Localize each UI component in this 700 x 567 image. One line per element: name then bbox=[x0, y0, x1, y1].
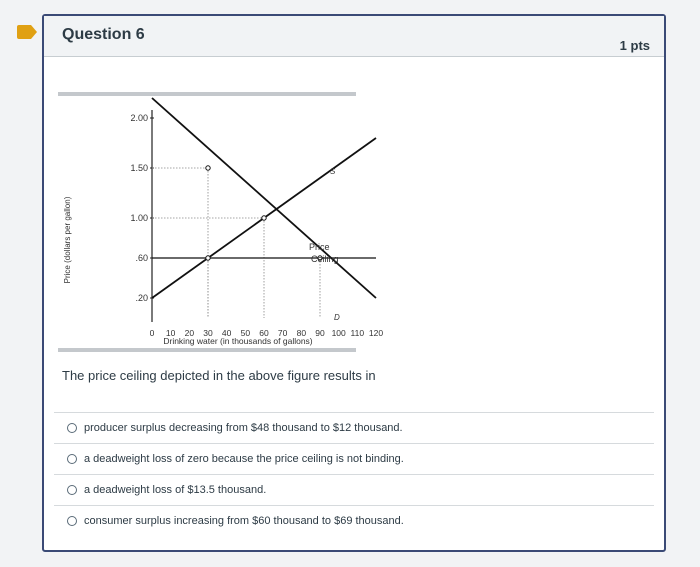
x-tick-label: 50 bbox=[240, 328, 251, 338]
x-axis-label: Drinking water (in thousands of gallons) bbox=[163, 336, 313, 346]
data-point bbox=[206, 256, 210, 260]
price-ceiling-label-2: Ceiling bbox=[311, 254, 339, 264]
x-tick-label: 90 bbox=[315, 328, 325, 338]
series-d bbox=[152, 98, 376, 298]
answer-option-3[interactable] bbox=[54, 474, 654, 505]
question-flag-marker bbox=[17, 25, 37, 39]
question-points: 1 pts bbox=[619, 38, 650, 53]
x-tick-label: 70 bbox=[277, 328, 288, 338]
x-tick-label: 0 bbox=[149, 328, 155, 338]
y-tick-label: 2.00 bbox=[130, 113, 148, 123]
radio-button[interactable] bbox=[67, 516, 77, 526]
question-prompt: The price ceiling depicted in the above figure results in bbox=[62, 368, 376, 383]
price-ceiling-label-1: Price bbox=[309, 242, 330, 252]
x-tick-label: 60 bbox=[259, 328, 269, 338]
y-tick-label: .60 bbox=[135, 253, 148, 263]
supply-label: S bbox=[330, 167, 336, 176]
data-point bbox=[262, 216, 266, 220]
option-label: consumer surplus increasing from $60 thousand to $69 thousand. bbox=[84, 515, 404, 527]
radio-button[interactable] bbox=[67, 423, 77, 433]
y-tick-label: 1.50 bbox=[130, 163, 148, 173]
x-tick-label: 80 bbox=[296, 328, 307, 338]
answer-option-4[interactable] bbox=[54, 505, 654, 536]
question-title: Question 6 bbox=[62, 26, 145, 43]
answer-option-1[interactable] bbox=[54, 412, 654, 443]
answer-option-2[interactable] bbox=[54, 443, 654, 474]
x-tick-label: 30 bbox=[203, 328, 213, 338]
demand-label: D bbox=[334, 313, 340, 322]
y-axis-label: Price (dollars per gallon) bbox=[63, 196, 72, 284]
figure-bottom-rule bbox=[58, 348, 356, 352]
y-tick-label: .20 bbox=[135, 293, 148, 303]
y-tick-label: 1.00 bbox=[130, 213, 148, 223]
supply-demand-chart bbox=[54, 90, 384, 360]
x-tick-label: 110 bbox=[350, 328, 365, 338]
data-point bbox=[206, 166, 210, 170]
radio-button[interactable] bbox=[67, 454, 77, 464]
question-card bbox=[42, 14, 666, 552]
radio-button[interactable] bbox=[67, 485, 77, 495]
x-tick-label: 20 bbox=[184, 328, 195, 338]
option-label: a deadweight loss of $13.5 thousand. bbox=[84, 484, 267, 496]
x-tick-label: 10 bbox=[165, 328, 176, 338]
option-label: producer surplus decreasing from $48 thousand to $12 thousand. bbox=[84, 422, 403, 434]
x-tick-label: 40 bbox=[221, 328, 232, 338]
question-header bbox=[44, 16, 664, 57]
option-label: a deadweight loss of zero because the price ceiling is not binding. bbox=[84, 453, 404, 465]
plot-area bbox=[130, 98, 383, 338]
x-tick-label: 120 bbox=[368, 328, 384, 338]
answer-options bbox=[54, 412, 654, 536]
x-tick-label: 100 bbox=[331, 328, 346, 338]
